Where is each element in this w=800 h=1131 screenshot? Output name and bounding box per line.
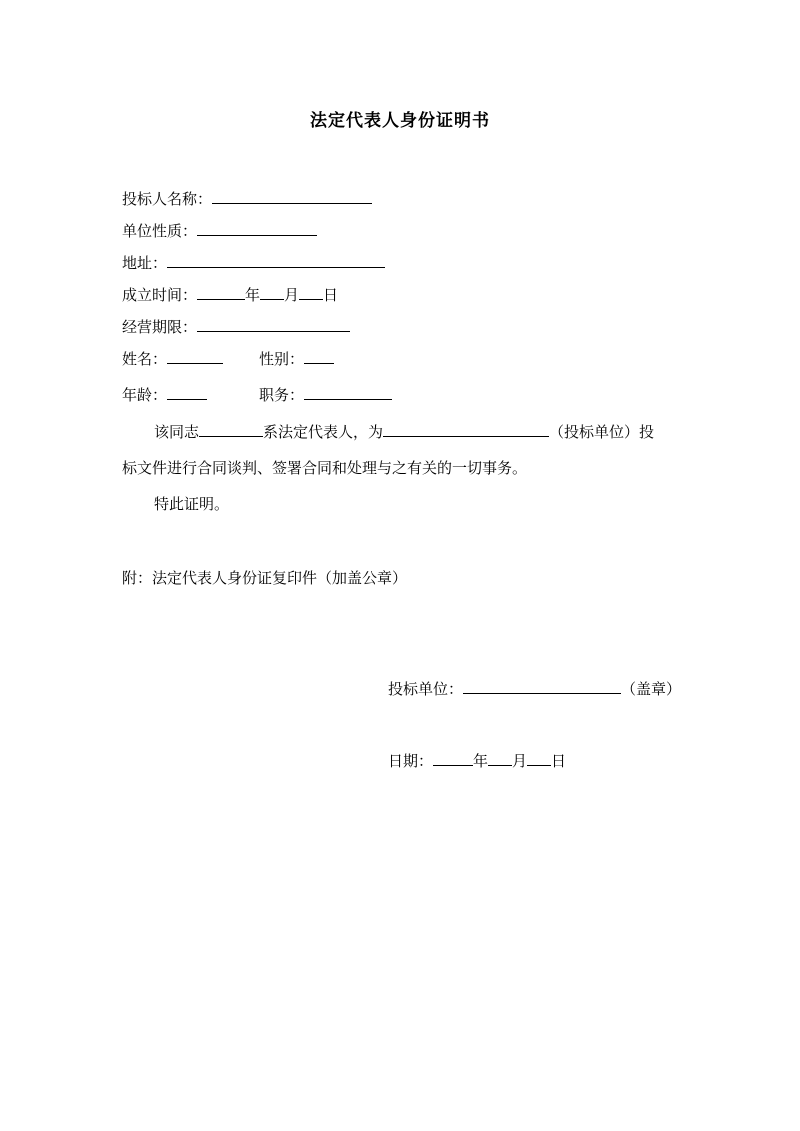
established-month-blank[interactable] [260,284,284,300]
signature-date-label: 日期： [388,752,434,770]
document-title: 法定代表人身份证明书 [310,111,490,131]
name-line [122,348,223,369]
age-label: 年龄： [122,386,168,404]
bidding-unit-blank[interactable] [383,421,549,437]
date-day-blank[interactable] [527,750,551,766]
business-term-line [122,316,350,337]
position-blank[interactable] [304,384,392,400]
position-line [259,384,392,405]
gender-blank[interactable] [304,348,334,364]
day-unit: 日 [323,286,339,304]
date-month-unit: 月 [512,752,528,770]
address-blank[interactable] [167,252,385,268]
body-line-1 [154,421,654,442]
established-day-blank[interactable] [299,284,323,300]
signature-unit-blank[interactable] [463,678,621,694]
age-line [122,384,207,405]
body-part-2: 系法定代表人，为 [263,423,384,441]
body-part-1: 该同志 [154,423,200,441]
unit-nature-label: 单位性质： [122,222,198,240]
date-year-unit: 年 [473,752,489,770]
name-label: 姓名： [122,350,168,368]
body-part-3: （投标单位）投 [549,423,655,441]
date-day-unit: 日 [551,752,567,770]
business-term-label: 经营期限： [122,318,198,336]
position-label: 职务： [259,386,305,404]
address-line [122,252,385,273]
address-label: 地址： [122,254,168,272]
gender-line [259,348,334,369]
representative-name-blank[interactable] [199,421,263,437]
bidder-name-line [122,188,372,209]
year-unit: 年 [245,286,261,304]
date-month-blank[interactable] [488,750,512,766]
signature-date-line [388,750,566,771]
business-term-blank[interactable] [197,316,350,332]
month-unit: 月 [284,286,300,304]
bidder-name-blank[interactable] [212,188,372,204]
bidder-name-label: 投标人名称： [122,190,213,208]
certify-text: 特此证明。 [154,495,230,513]
body-line-2: 标文件进行合同谈判、签署合同和处理与之有关的一切事务。 [122,459,528,477]
gender-label: 性别： [259,350,305,368]
established-year-blank[interactable] [197,284,245,300]
signature-unit-label: 投标单位： [388,680,464,698]
established-line [122,284,338,305]
signature-unit-line [388,678,681,699]
seal-note: （盖章） [621,680,682,698]
date-year-blank[interactable] [433,750,473,766]
name-blank[interactable] [167,348,223,364]
attachment-note: 附：法定代表人身份证复印件（加盖公章） [122,569,408,587]
unit-nature-blank[interactable] [197,220,317,236]
established-label: 成立时间： [122,286,198,304]
unit-nature-line [122,220,317,241]
age-blank[interactable] [167,384,207,400]
